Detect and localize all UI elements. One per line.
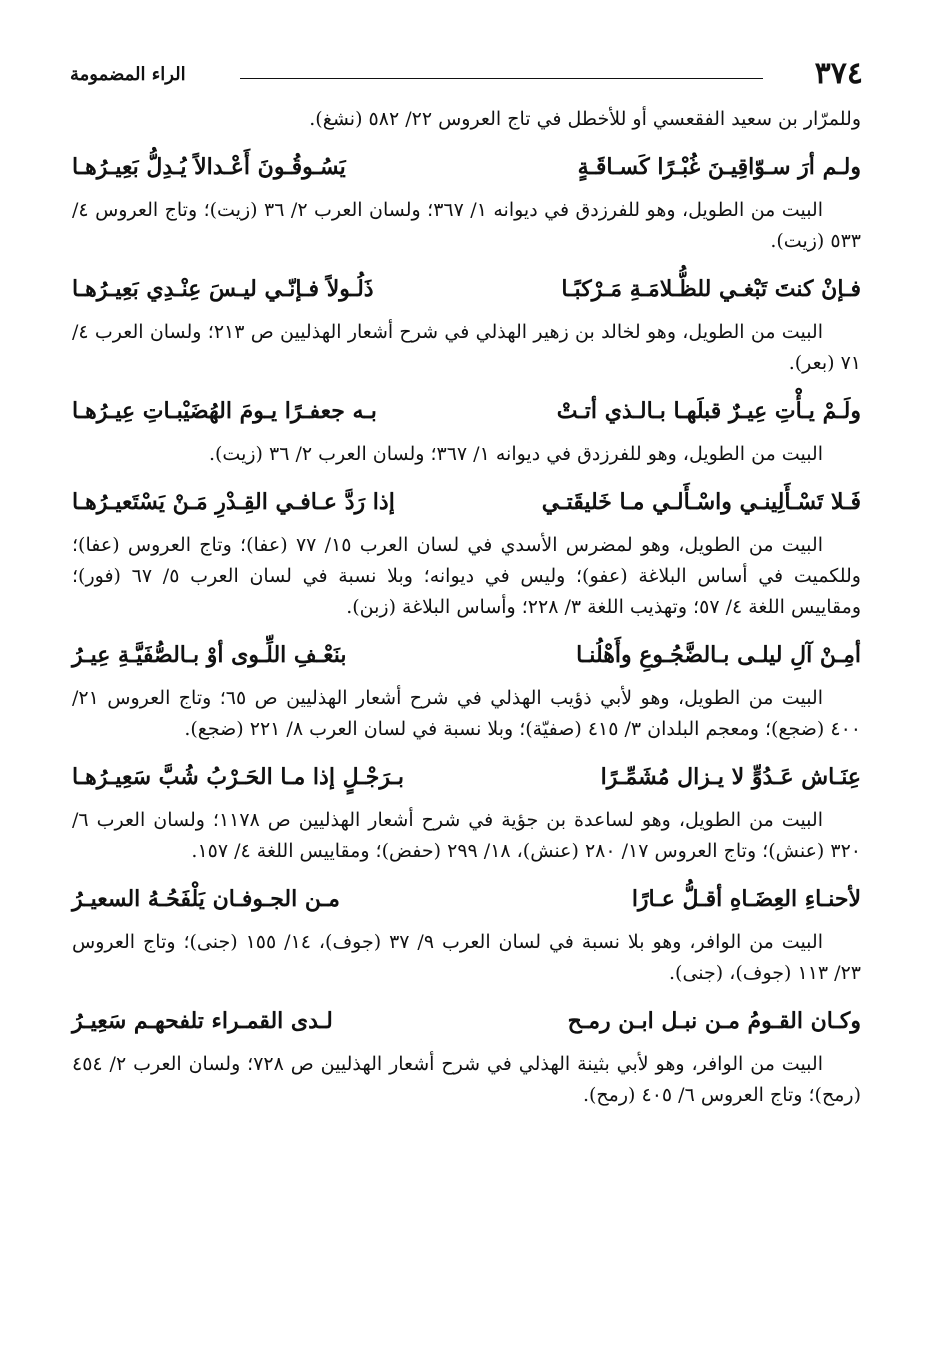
verse-citation-note: البيت من الطويل، وهو لأبي ذؤيب الهذلي في شرح أشعار الهذليين ص ٦٥؛ وتاج العروس ٢١/ ٤٠٠ (ضجع)؛ ومعجم البلدان ٣/ ٤١٥ (صفيّة)؛ وبلا نسبة في لسان العرب ٨/ ٢٢١ (ضجع). [72,687,861,740]
verse-second-hemistich: بنَعْـفِ اللِّـوى أوْ بـالصُّفَيَّـةِ عِيـرُ [72,642,347,668]
verse-first-hemistich: ولـم أرَ سـوّاقِيـنَ غُبْـرًا كَسـاقَـةٍ [577,154,861,180]
entry [72,149,861,257]
running-head: الراء المضمومة [70,64,186,85]
verse-second-hemistich: ذَلُـولاً فـإنّـي ليـسَ عِنْـدِي بَعِيـرُهـا [72,276,374,302]
verse-line [72,1003,861,1039]
verse-line [72,149,861,185]
verse-second-hemistich: لـدى القمـراء تلفحهـم سَعِيـرُ [72,1008,333,1034]
page-header [70,54,863,91]
entry [72,1003,861,1111]
entry [72,484,861,623]
verse-citation-note: البيت من الطويل، وهو لخالد بن زهير الهذلي في شرح أشعار الهذليين ص ٢١٣؛ ولسان العرب ٤/ ٧١ (بعر). [72,321,861,374]
verse-second-hemistich: مـن الجـوفـان يَلْفَحُـهُ السعيـرُ [72,886,340,912]
entry [72,637,861,745]
verse-first-hemistich: لأحنـاءِ العِضَـاهِ أقـلُّ عـارًا [631,886,861,912]
header-rule [240,78,763,79]
verse-line [72,393,861,429]
verse-second-hemistich: بـرَجْـلٍ إذا مـا الحَـرْبُ شُبَّ سَعِيـرُهـا [72,764,405,790]
page-number: ٣٧٤ [814,56,863,91]
verse-citation-note: البيت من الوافر، وهو بلا نسبة في لسان العرب ٩/ ٣٧ (جوف)، ١٤/ ١٥٥ (جنى)؛ وتاج العروس ٢٣/ ١١٣ (جوف)، (جنى). [72,931,861,984]
entry [72,271,861,379]
verse-line [72,881,861,917]
verse-first-hemistich: عِنَـاش عَـدُوٍّ لا يـزال مُشَمِّـرًا [600,764,861,790]
verse-line [72,637,861,673]
verse-citation-note: البيت من الطويل، وهو للفرزدق في ديوانه ١/ ٣٦٧؛ ولسان العرب ٢/ ٣٦ (زيت). [208,443,823,465]
verse-line [72,484,861,520]
verse-first-hemistich: وكـان القـومُ مـن نبـل ابـن رمـح [567,1008,861,1034]
verse-citation-note: البيت من الطويل، وهو للفرزدق في ديوانه ١/ ٣٦٧؛ ولسان العرب ٢/ ٣٦ (زيت)؛ وتاج العروس ٤/ ٥٣٣ (زيت). [72,199,861,252]
verse-line [72,759,861,795]
verse-first-hemistich: فَـلا تَسْـأَلِينـي واسْـأَلـي مـا خَليقَتـي [541,489,861,515]
page-body [72,104,861,1111]
verse-second-hemistich: يَسُـوقُـونَ أَعْـدالاً يُـدِلُّ بَعِيـرُهـا [72,154,346,180]
intro-note: وللمرّار بن سعيد الفقعسي أو للأخطل في تاج العروس ٢٢/ ٥٨٢ (نشغ). [309,108,861,130]
verse-citation-note: البيت من الطويل، وهو لمضرس الأسدي في لسان العرب ١٥/ ٧٧ (عفا)؛ وتاج العروس (عفا)؛ وللكميت في أساس البلاغة (عفو)؛ وليس في ديوانه؛ وبلا نسبة في لسان العرب ٥/ ٦٧ (فور)؛ ومقاييس اللغة ٤/ ٥٧؛ وتهذيب اللغة ٣/ ٢٢٨؛ وأساس البلاغة (زبن). [72,534,861,618]
verse-second-hemistich: بـه جعفـرًا يـومَ الهُضَيْبـاتِ عِيـرُهـا [72,398,377,424]
entry [72,393,861,470]
entry [72,759,861,867]
verse-second-hemistich: إذا رَدَّ عـافـي القِـدْرِ مَـنْ يَسْتَعيـرُهـا [72,489,395,515]
verse-first-hemistich: أمِـنْ آلِ ليلـى بـالضَّجُـوعِ وأَهْلُنـا [576,642,861,668]
verse-first-hemistich: ولَـمْ يـأْتِ عِيـرٌ قبلَهـا بـالـذي أتـتْ [556,398,861,424]
verse-citation-note: البيت من الوافر، وهو لأبي بثينة الهذلي في شرح أشعار الهذليين ص ٧٢٨؛ ولسان العرب ٢/ ٤٥٤ (رمح)؛ وتاج العروس ٦/ ٤٠٥ (رمح). [72,1053,861,1106]
verse-first-hemistich: فـإنْ كنتَ تَبْغـي للظُّـلامَـةِ مَـرْكبًـا [561,276,861,302]
verse-citation-note: البيت من الطويل، وهو لساعدة بن جؤية في شرح أشعار الهذليين ص ١١٧٨؛ ولسان العرب ٦/ ٣٢٠ (عنش)؛ وتاج العروس ١٧/ ٢٨٠ (عنش)، ١٨/ ٢٩٩ (حفض)؛ ومقاييس اللغة ٤/ ١٥٧. [72,809,861,862]
entry [72,881,861,989]
verse-line [72,271,861,307]
